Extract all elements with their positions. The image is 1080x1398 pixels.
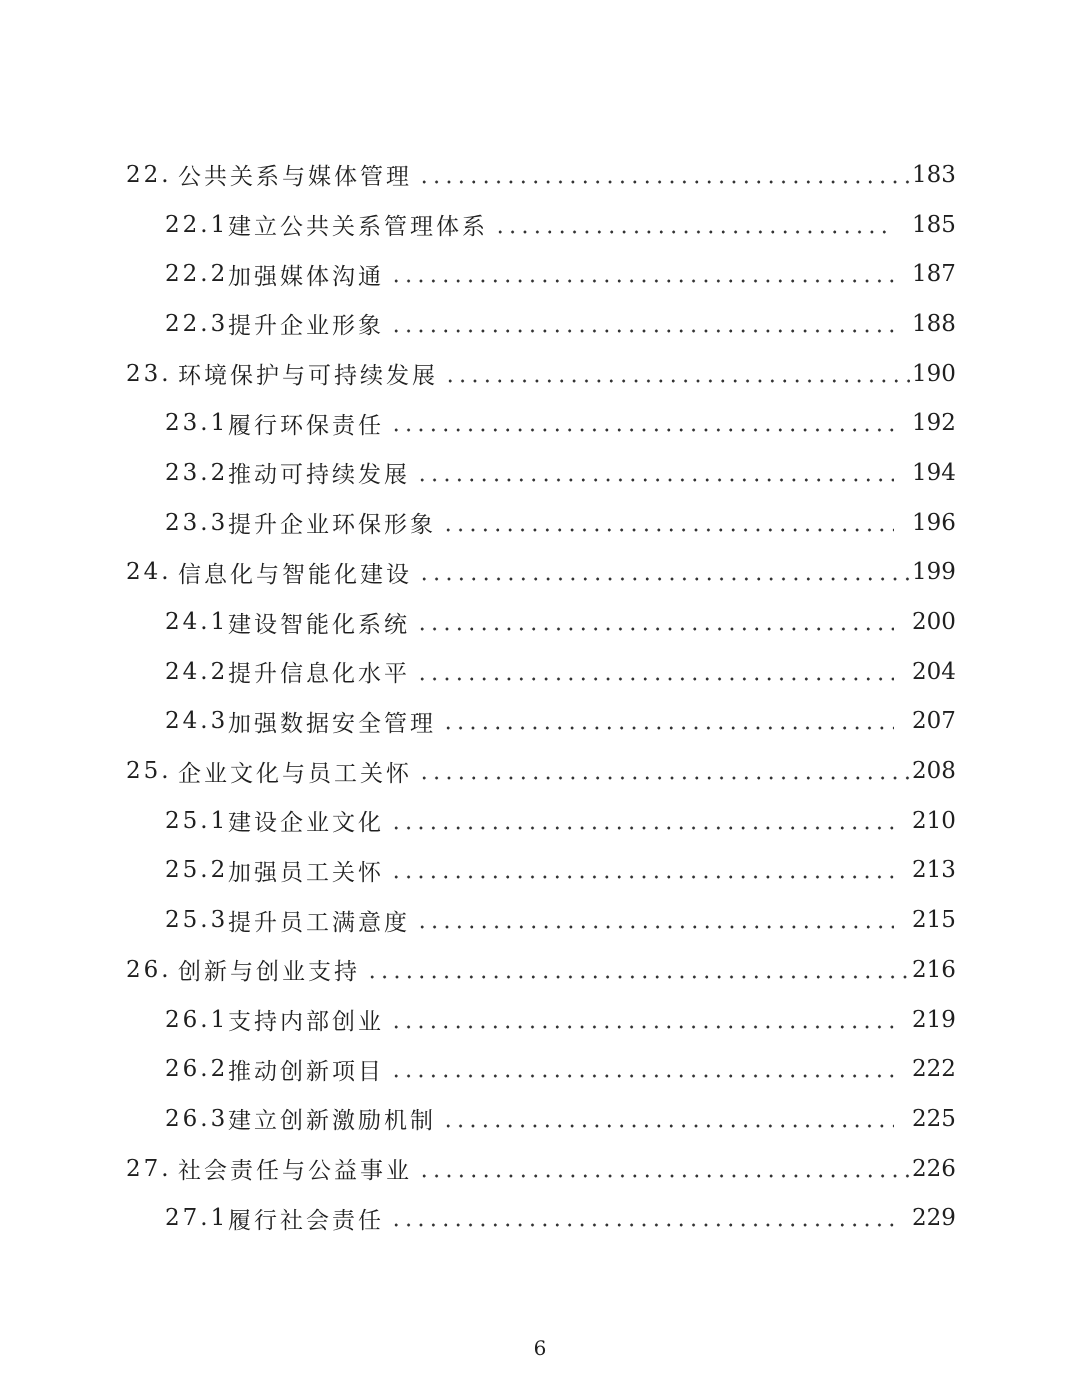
- toc-entry-number: 22.: [126, 161, 172, 188]
- toc-entry-page: 219: [912, 1006, 956, 1033]
- toc-entry-page: 222: [912, 1056, 956, 1083]
- toc-entry-page: 200: [912, 609, 956, 636]
- toc-entry-number: 27.: [126, 1155, 172, 1182]
- toc-entry-title: 履行社会责任: [228, 1207, 384, 1234]
- toc-chapter-entry[interactable]: [0, 349, 1080, 399]
- toc-entry-number: 22.3: [165, 310, 229, 337]
- toc-dot-leader: [390, 826, 894, 830]
- toc-entry-page: 208: [912, 758, 956, 785]
- toc-dot-leader: [418, 180, 910, 184]
- toc-entry-title: 建立公共关系管理体系: [228, 214, 488, 241]
- toc-dot-leader: [416, 627, 894, 631]
- toc-entry-page: 207: [912, 708, 956, 735]
- toc-entry-page: 225: [912, 1105, 956, 1132]
- toc-entry-page: 188: [912, 310, 956, 337]
- toc-entry-number: 25.1: [165, 807, 229, 834]
- toc-entry-title: 推动创新项目: [228, 1058, 384, 1085]
- toc-entry-title: 提升企业环保形象: [228, 512, 436, 539]
- toc-chapter-entry[interactable]: [0, 945, 1080, 995]
- toc-entry-number: 23.2: [165, 459, 229, 486]
- toc-dot-leader: [390, 428, 894, 432]
- toc-chapter-entry[interactable]: [0, 1144, 1080, 1194]
- toc-entry-number: 25.3: [165, 907, 229, 934]
- toc-entry-title: 社会责任与公益事业: [178, 1158, 412, 1185]
- toc-dot-leader: [390, 1025, 894, 1029]
- toc-entry-number: 24.: [126, 559, 172, 586]
- toc-dot-leader: [416, 478, 894, 482]
- toc-entry-number: 24.1: [165, 609, 229, 636]
- toc-dot-leader: [390, 1074, 894, 1078]
- toc-entry-number: 26.3: [165, 1105, 229, 1132]
- toc-entry-number: 27.1: [165, 1205, 229, 1232]
- toc-dot-leader: [366, 975, 910, 979]
- toc-dot-leader: [418, 1174, 910, 1178]
- toc-entry-title: 支持内部创业: [228, 1009, 384, 1036]
- toc-entry-title: 信息化与智能化建设: [178, 561, 412, 588]
- toc-entry-title: 创新与创业支持: [178, 959, 360, 986]
- page-number: 6: [533, 1336, 547, 1360]
- toc-entry-number: 23.1: [165, 410, 229, 437]
- toc-entry-title: 提升信息化水平: [228, 661, 410, 688]
- toc-entry-page: 190: [912, 360, 956, 387]
- toc-section-entry[interactable]: [0, 697, 1080, 747]
- toc-entry-number: 24.3: [165, 708, 229, 735]
- toc-entry-number: 25.2: [165, 857, 229, 884]
- toc-section-entry[interactable]: [0, 846, 1080, 896]
- toc-entry-page: 194: [912, 459, 956, 486]
- toc-entry-title: 推动可持续发展: [228, 462, 410, 489]
- toc-dot-leader: [442, 528, 894, 532]
- toc-section-entry[interactable]: [0, 299, 1080, 349]
- toc-chapter-entry[interactable]: [0, 746, 1080, 796]
- toc-section-entry[interactable]: [0, 249, 1080, 299]
- toc-entry-page: 210: [912, 807, 956, 834]
- toc-section-entry[interactable]: [0, 448, 1080, 498]
- toc-entry-page: 226: [912, 1155, 956, 1182]
- toc-dot-leader: [494, 230, 894, 234]
- toc-entry-page: 187: [912, 261, 956, 288]
- toc-dot-leader: [444, 379, 910, 383]
- toc-entry-page: 196: [912, 509, 956, 536]
- toc-dot-leader: [442, 1124, 894, 1128]
- table-of-contents: [0, 150, 1080, 1243]
- toc-entry-page: 213: [912, 857, 956, 884]
- toc-dot-leader: [390, 279, 894, 283]
- toc-dot-leader: [390, 875, 894, 879]
- toc-entry-title: 环境保护与可持续发展: [178, 363, 438, 390]
- toc-entry-title: 建设智能化系统: [228, 611, 410, 638]
- toc-entry-number: 26.2: [165, 1056, 229, 1083]
- toc-entry-title: 公共关系与媒体管理: [178, 164, 412, 191]
- toc-entry-number: 22.2: [165, 261, 229, 288]
- toc-section-entry[interactable]: [0, 597, 1080, 647]
- toc-dot-leader: [418, 776, 910, 780]
- toc-section-entry[interactable]: [0, 1044, 1080, 1094]
- toc-entry-page: 185: [912, 211, 956, 238]
- toc-entry-page: 199: [912, 559, 956, 586]
- toc-dot-leader: [390, 329, 894, 333]
- toc-entry-title: 履行环保责任: [228, 412, 384, 439]
- toc-entry-page: 216: [912, 956, 956, 983]
- toc-section-entry[interactable]: [0, 498, 1080, 548]
- toc-entry-title: 提升员工满意度: [228, 909, 410, 936]
- toc-entry-page: 215: [912, 907, 956, 934]
- toc-entry-number: 22.1: [165, 211, 229, 238]
- toc-entry-number: 23.3: [165, 509, 229, 536]
- toc-dot-leader: [416, 925, 894, 929]
- toc-entry-page: 183: [912, 161, 956, 188]
- toc-entry-number: 25.: [126, 758, 172, 785]
- toc-section-entry[interactable]: [0, 995, 1080, 1045]
- toc-entry-number: 26.1: [165, 1006, 229, 1033]
- toc-entry-number: 23.: [126, 360, 172, 387]
- toc-chapter-entry[interactable]: [0, 548, 1080, 598]
- toc-entry-title: 加强媒体沟通: [228, 263, 384, 290]
- toc-entry-title: 加强数据安全管理: [228, 710, 436, 737]
- toc-dot-leader: [390, 1223, 894, 1227]
- toc-section-entry[interactable]: [0, 1094, 1080, 1144]
- toc-dot-leader: [418, 577, 910, 581]
- toc-entry-title: 加强员工关怀: [228, 859, 384, 886]
- toc-entry-number: 26.: [126, 956, 172, 983]
- toc-entry-page: 192: [912, 410, 956, 437]
- toc-section-entry[interactable]: [0, 647, 1080, 697]
- toc-section-entry[interactable]: [0, 200, 1080, 250]
- toc-dot-leader: [416, 677, 894, 681]
- toc-entry-page: 204: [912, 658, 956, 685]
- toc-section-entry[interactable]: [0, 398, 1080, 448]
- toc-section-entry[interactable]: [0, 895, 1080, 945]
- toc-entry-number: 24.2: [165, 658, 229, 685]
- toc-entry-title: 企业文化与员工关怀: [178, 760, 412, 787]
- toc-entry-page: 229: [912, 1205, 956, 1232]
- toc-chapter-entry[interactable]: [0, 150, 1080, 200]
- toc-section-entry[interactable]: [0, 796, 1080, 846]
- toc-dot-leader: [442, 726, 894, 730]
- toc-entry-title: 建设企业文化: [228, 810, 384, 837]
- toc-section-entry[interactable]: [0, 1193, 1080, 1243]
- toc-entry-title: 建立创新激励机制: [228, 1108, 436, 1135]
- toc-entry-title: 提升企业形象: [228, 313, 384, 340]
